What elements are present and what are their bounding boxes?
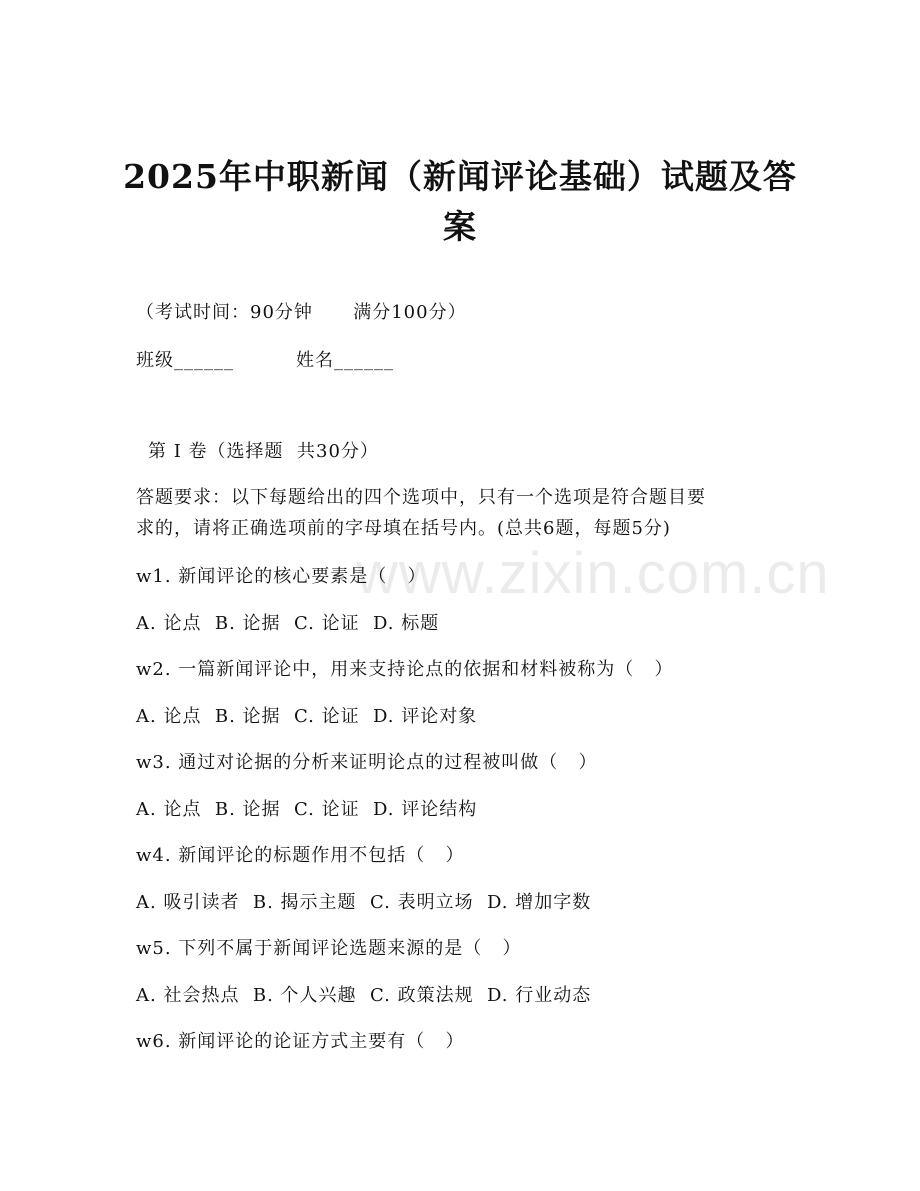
question-5-options: A. 社会热点 B. 个人兴趣 C. 政策法规 D. 行业动态 [136, 985, 592, 1006]
question-1: w1. 新闻评论的核心要素是（ ） [136, 566, 427, 587]
title-line-2: 案 [443, 207, 477, 246]
section-header: 第 I 卷（选择题 共30分） [148, 441, 379, 462]
exam-info: （考试时间：90分钟 满分100分） [136, 302, 467, 323]
watermark: www.zixin.com.cn [356, 541, 830, 606]
question-4: w4. 新闻评论的标题作用不包括（ ） [136, 845, 465, 866]
question-5: w5. 下列不属于新闻评论选题来源的是（ ） [136, 938, 522, 959]
class-field-label: 班级______ [136, 350, 234, 371]
name-field-label: 姓名______ [296, 350, 394, 371]
question-2-options: A. 论点 B. 论据 C. 论证 D. 评论对象 [136, 706, 478, 727]
question-3-options: A. 论点 B. 论据 C. 论证 D. 评论结构 [136, 799, 478, 820]
question-6: w6. 新闻评论的论证方式主要有（ ） [136, 1031, 465, 1052]
instructions-line-1: 答题要求：以下每题给出的四个选项中，只有一个选项是符合题目要 [136, 487, 706, 508]
instructions-line-2: 求的，请将正确选项前的字母填在括号内。(总共6题，每题5分) [136, 518, 671, 539]
title-line-1: 2025年中职新闻（新闻评论基础）试题及答 [123, 157, 797, 196]
question-1-options: A. 论点 B. 论据 C. 论证 D. 标题 [136, 613, 440, 634]
question-3: w3. 通过对论据的分析来证明论点的过程被叫做（ ） [136, 752, 598, 773]
document-title [120, 152, 800, 252]
question-4-options: A. 吸引读者 B. 揭示主题 C. 表明立场 D. 增加字数 [136, 892, 592, 913]
question-2: w2. 一篇新闻评论中，用来支持论点的依据和材料被称为（ ） [136, 659, 674, 680]
